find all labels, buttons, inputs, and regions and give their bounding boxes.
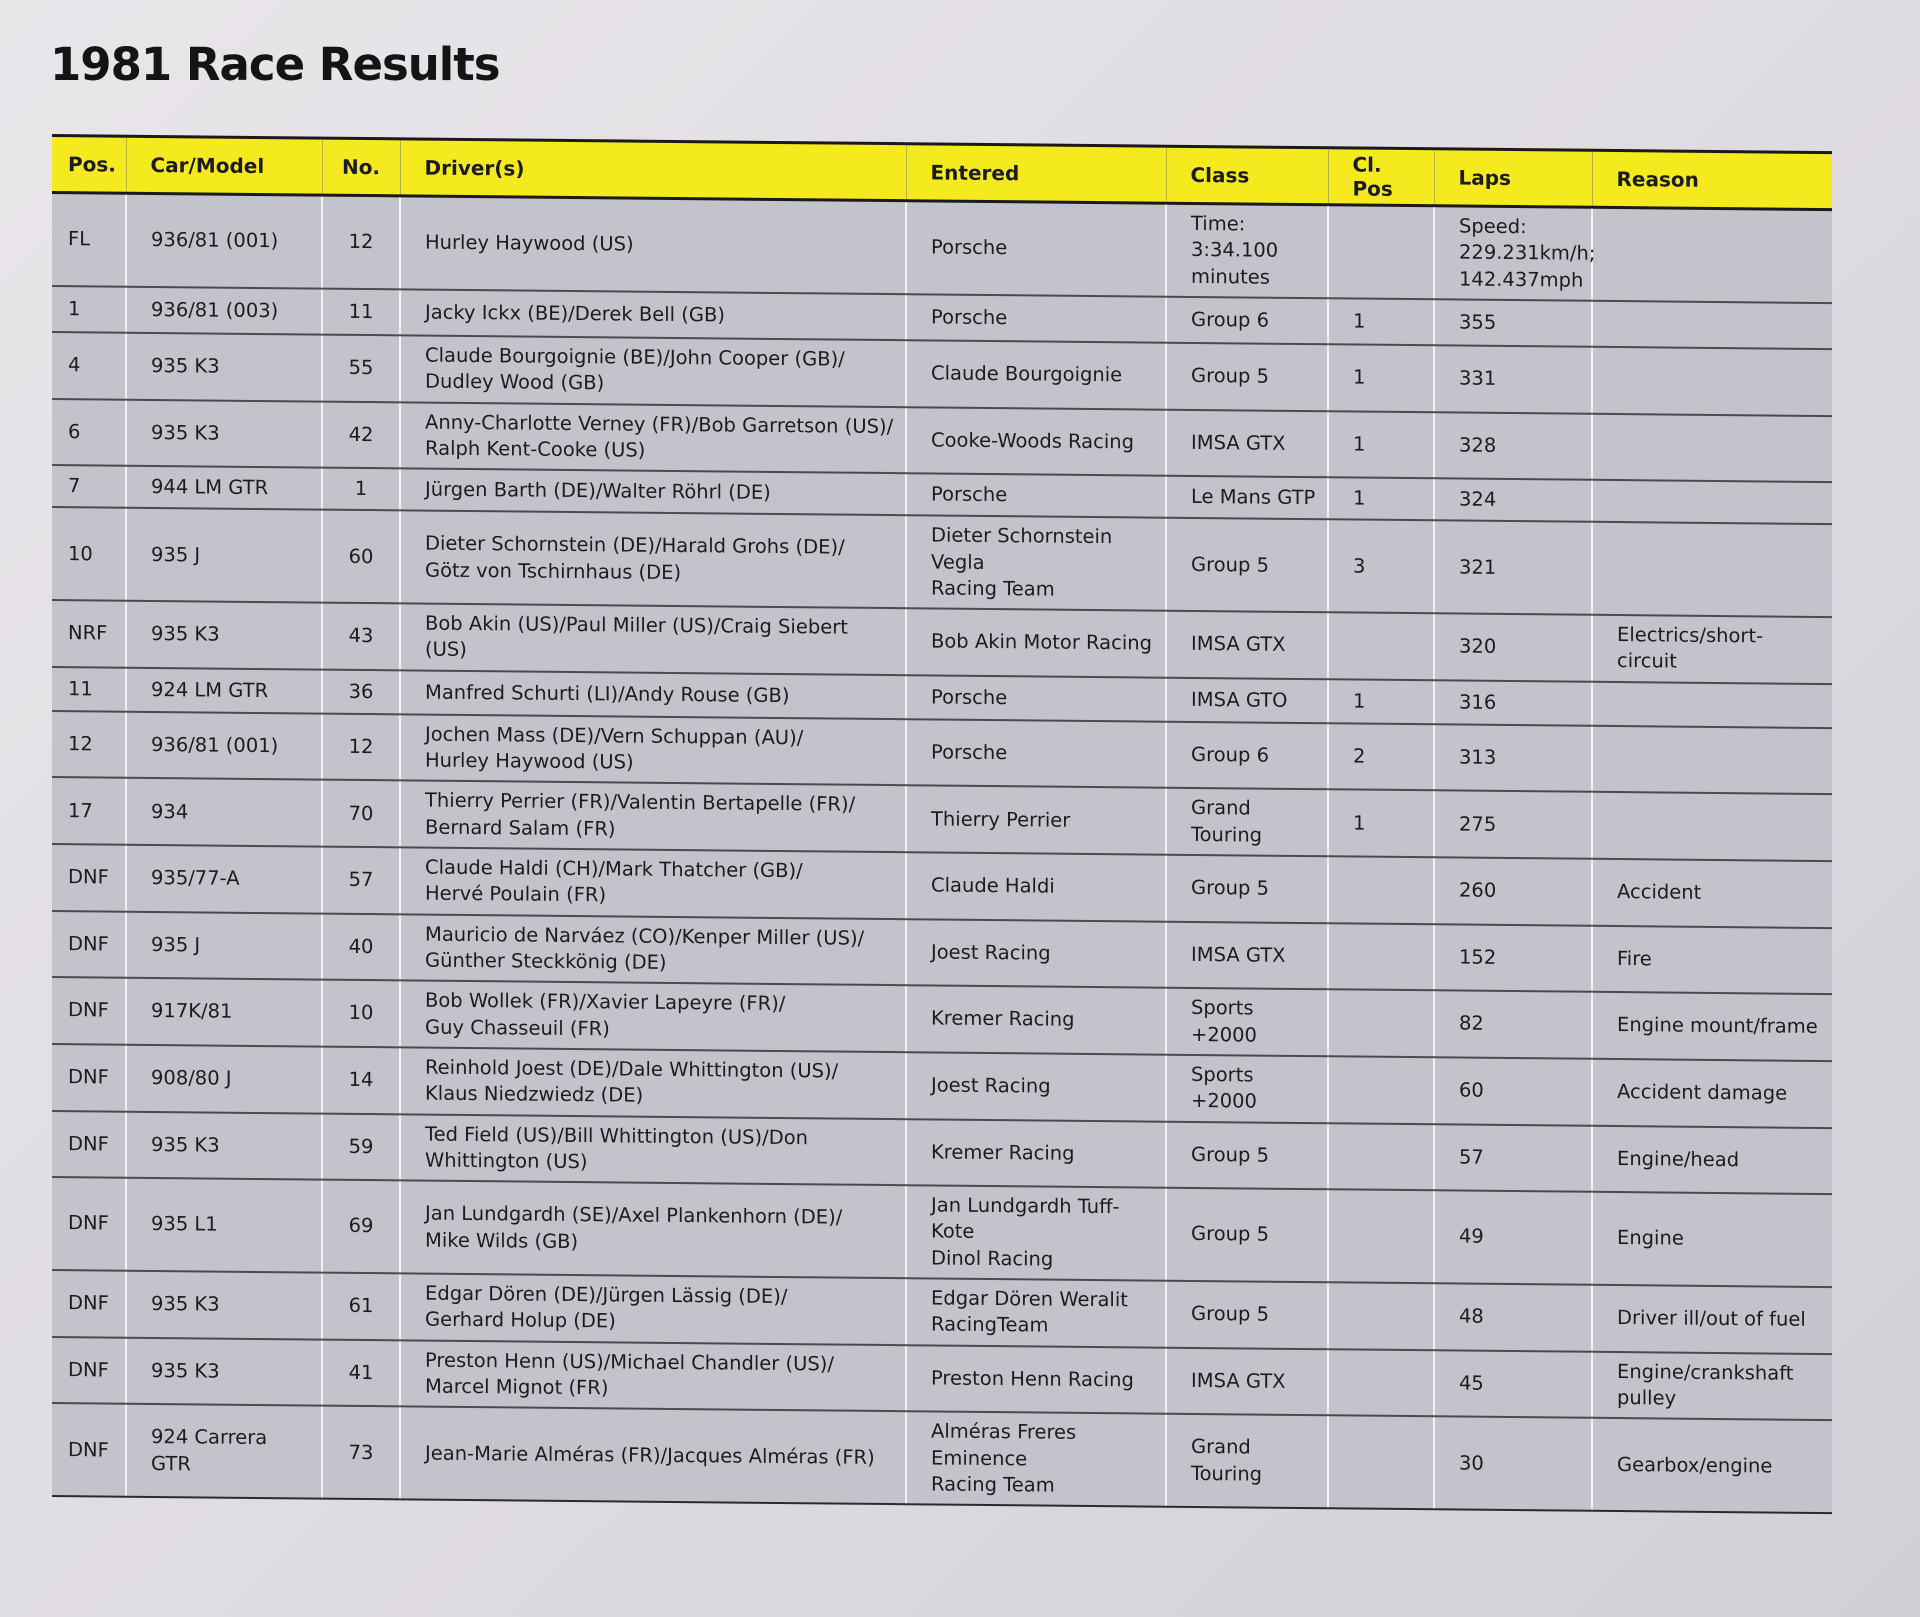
cell-drivers: Preston Henn (US)/Michael Chandler (US)/ Marcel Mignot (FR) [400,1340,906,1411]
cell-pos: DNF [52,1044,126,1111]
cell-no: 61 [322,1273,400,1340]
column-header-laps: Laps [1434,149,1592,208]
cell-drivers: Ted Field (US)/Bill Whittington (US)/Don Whittington (US) [400,1114,906,1185]
cell-class: Group 5 [1166,1121,1328,1189]
cell-class-pos [1328,1189,1434,1283]
cell-laps: 313 [1434,724,1592,792]
cell-no: 11 [322,289,400,336]
cell-pos: DNF [52,1111,126,1178]
cell-pos: NRF [52,600,126,667]
cell-entered: Jan Lundgardh Tuff-Kote Dinol Racing [906,1185,1166,1280]
cell-class-pos [1328,1123,1434,1191]
cell-pos: 6 [52,399,126,466]
table-row [52,507,1832,617]
cell-pos: 1 [52,286,126,333]
cell-drivers: Reinhold Joest (DE)/Dale Whittington (US)/ Klaus Niedzwiedz (DE) [400,1047,906,1118]
cell-reason [1592,347,1832,416]
cell-pos: FL [52,193,126,287]
results-table-wrap [52,134,1832,1514]
cell-class: Grand Touring [1166,1414,1328,1508]
table-row [52,193,1832,304]
cell-car-model: 935/77-A [126,845,322,914]
table-row [52,1177,1832,1287]
cell-class-pos: 1 [1328,790,1434,858]
cell-no: 42 [322,401,400,468]
cell-car-model: 924 LM GTR [126,667,322,713]
cell-pos: DNF [52,1177,126,1271]
cell-class: IMSA GTO [1166,677,1328,723]
cell-no: 69 [322,1180,400,1274]
cell-pos: DNF [52,1337,126,1404]
cell-laps: 57 [1434,1124,1592,1192]
cell-class: Group 5 [1166,1188,1328,1282]
page-title: 1981 Race Results [50,38,500,91]
cell-class-pos: 3 [1328,519,1434,613]
cell-reason: Engine/head [1592,1125,1832,1194]
cell-drivers: Jochen Mass (DE)/Vern Schuppan (AU)/ Hurley Haywood (US) [400,714,906,785]
cell-drivers: Bob Wollek (FR)/Xavier Lapeyre (FR)/ Guy Chasseuil (FR) [400,981,906,1052]
cell-car-model: 936/81 (001) [126,711,322,780]
cell-no: 70 [322,780,400,847]
cell-laps: 324 [1434,478,1592,522]
cell-laps: 152 [1434,924,1592,992]
column-header-reason: Reason [1592,150,1832,209]
cell-class: IMSA GTX [1166,921,1328,989]
cell-laps: 275 [1434,791,1592,859]
cell-car-model: 924 Carrera GTR [126,1404,322,1499]
cell-pos: 7 [52,465,126,508]
cell-laps: 82 [1434,991,1592,1059]
cell-entered: Claude Haldi [906,852,1166,921]
cell-reason [1592,682,1832,728]
cell-laps: Speed: 229.231km/h; 142.437mph [1434,206,1592,301]
cell-drivers: Anny-Charlotte Verney (FR)/Bob Garretson (US)/ Ralph Kent-Cooke (US) [400,402,906,473]
cell-class-pos: 1 [1328,477,1434,520]
cell-car-model: 917K/81 [126,978,322,1047]
cell-entered: Preston Henn Racing [906,1345,1166,1414]
cell-class: Le Mans GTP [1166,476,1328,520]
cell-entered: Porsche [906,675,1166,721]
cell-laps: 355 [1434,299,1592,347]
cell-class: IMSA GTX [1166,611,1328,679]
cell-reason: Electrics/short-circuit [1592,615,1832,684]
cell-class-pos [1328,989,1434,1057]
cell-drivers: Mauricio de Narváez (CO)/Kenper Miller (US)/ Günther Steckkönig (DE) [400,914,906,985]
cell-class: Group 6 [1166,297,1328,345]
cell-reason: Gearbox/engine [1592,1418,1832,1513]
cell-laps: 60 [1434,1057,1592,1125]
cell-class-pos [1328,923,1434,991]
cell-class-pos [1328,612,1434,680]
cell-no: 14 [322,1046,400,1113]
cell-pos: 17 [52,777,126,844]
cell-entered: Kremer Racing [906,985,1166,1054]
cell-no: 60 [322,510,400,604]
cell-pos: DNF [52,1403,126,1497]
cell-class: IMSA GTX [1166,409,1328,477]
column-header-entered: Entered [906,144,1166,203]
cell-laps: 321 [1434,520,1592,614]
cell-car-model: 935 K3 [126,333,322,402]
cell-entered: Joest Racing [906,1052,1166,1121]
cell-entered: Kremer Racing [906,1119,1166,1188]
cell-drivers: Manfred Schurti (LI)/Andy Rouse (GB) [400,670,906,719]
cell-class: Sports +2000 [1166,988,1328,1056]
cell-pos: DNF [52,977,126,1044]
cell-laps: 30 [1434,1417,1592,1511]
cell-entered: Porsche [906,473,1166,517]
cell-drivers: Hurley Haywood (US) [400,196,906,294]
cell-class: Sports +2000 [1166,1055,1328,1123]
cell-reason: Driver ill/out of fuel [1592,1285,1832,1354]
cell-class-pos: 1 [1328,411,1434,479]
cell-reason: Fire [1592,925,1832,994]
cell-no: 12 [322,713,400,780]
cell-car-model: 944 LM GTR [126,466,322,510]
cell-no: 59 [322,1113,400,1180]
cell-entered: Porsche [906,719,1166,788]
cell-class-pos [1328,856,1434,924]
cell-no: 41 [322,1339,400,1406]
cell-no: 57 [322,847,400,914]
cell-no: 36 [322,669,400,714]
cell-class-pos: 2 [1328,723,1434,791]
cell-entered: Porsche [906,201,1166,297]
cell-no: 40 [322,913,400,980]
cell-pos: DNF [52,1270,126,1337]
column-header-pos: Pos. [52,136,126,194]
column-header-car-model: Car/Model [126,136,322,195]
cell-reason [1592,726,1832,795]
cell-car-model: 936/81 (001) [126,193,322,288]
cell-class-pos: 1 [1328,298,1434,345]
cell-class: Group 5 [1166,1281,1328,1349]
cell-reason: Accident damage [1592,1059,1832,1128]
cell-pos: 4 [52,332,126,399]
cell-reason [1592,207,1832,303]
cell-entered: Joest Racing [906,919,1166,988]
cell-drivers: Jean-Marie Alméras (FR)/Jacques Alméras (FR) [400,1407,906,1505]
cell-pos: 10 [52,507,126,601]
cell-class-pos [1328,1416,1434,1510]
cell-car-model: 935 K3 [126,1111,322,1180]
cell-entered: Cooke-Woods Racing [906,407,1166,476]
cell-car-model: 935 J [126,508,322,603]
column-header-class-pos: Cl. Pos [1328,148,1434,206]
cell-laps: 45 [1434,1350,1592,1418]
cell-drivers: Jan Lundgardh (SE)/Axel Plankenhorn (DE)/ Mike Wilds (GB) [400,1180,906,1278]
cell-pos: 12 [52,711,126,778]
cell-car-model: 936/81 (003) [126,287,322,335]
column-header-drivers: Driver(s) [400,139,906,201]
cell-no: 12 [322,195,400,289]
cell-entered: Alméras Freres Eminence Racing Team [906,1412,1166,1507]
cell-class: Grand Touring [1166,788,1328,856]
cell-laps: 328 [1434,412,1592,480]
cell-drivers: Edgar Dören (DE)/Jürgen Lässig (DE)/ Gerhard Holup (DE) [400,1273,906,1344]
cell-pos: 11 [52,667,126,712]
cell-car-model: 935 K3 [126,1271,322,1340]
cell-drivers: Thierry Perrier (FR)/Valentin Bertapelle (FR)/ Bernard Salam (FR) [400,781,906,852]
cell-drivers: Claude Haldi (CH)/Mark Thatcher (GB)/ Hervé Poulain (FR) [400,847,906,918]
cell-class-pos [1328,1282,1434,1350]
cell-no: 1 [322,468,400,511]
cell-laps: 260 [1434,857,1592,925]
cell-reason [1592,301,1832,349]
cell-class-pos [1328,205,1434,299]
cell-no: 43 [322,603,400,670]
cell-reason [1592,522,1832,617]
cell-drivers: Claude Bourgoignie (BE)/John Cooper (GB)/ Dudley Wood (GB) [400,335,906,406]
results-table [52,134,1832,1514]
cell-reason [1592,480,1832,524]
cell-laps: 320 [1434,613,1592,681]
cell-drivers: Bob Akin (US)/Paul Miller (US)/Craig Siebert (US) [400,603,906,674]
cell-laps: 49 [1434,1190,1592,1284]
cell-class: Time: 3:34.100 minutes [1166,203,1328,298]
column-header-class: Class [1166,146,1328,205]
cell-reason [1592,413,1832,482]
cell-class: IMSA GTX [1166,1347,1328,1415]
results-body [52,193,1832,1514]
cell-class-pos: 1 [1328,344,1434,412]
cell-no: 73 [322,1406,400,1500]
cell-laps: 331 [1434,345,1592,413]
cell-class: Group 5 [1166,343,1328,411]
cell-entered: Edgar Dören Weralit RacingTeam [906,1278,1166,1347]
cell-entered: Thierry Perrier [906,786,1166,855]
cell-car-model: 908/80 J [126,1045,322,1114]
cell-laps: 48 [1434,1283,1592,1351]
cell-entered: Claude Bourgoignie [906,340,1166,409]
table-row [52,1403,1832,1513]
cell-car-model: 935 K3 [126,1337,322,1406]
cell-reason: Engine/crankshaft pulley [1592,1351,1832,1420]
cell-drivers: Jürgen Barth (DE)/Walter Röhrl (DE) [400,469,906,516]
cell-reason [1592,792,1832,861]
cell-car-model: 935 K3 [126,399,322,468]
cell-no: 10 [322,980,400,1047]
cell-entered: Porsche [906,294,1166,342]
cell-class: Group 6 [1166,721,1328,789]
cell-pos: DNF [52,911,126,978]
cell-no: 55 [322,335,400,402]
cell-pos: DNF [52,844,126,911]
cell-reason: Engine [1592,1192,1832,1287]
cell-entered: Bob Akin Motor Racing [906,608,1166,677]
cell-car-model: 934 [126,778,322,847]
cell-class-pos: 1 [1328,679,1434,724]
cell-drivers: Dieter Schornstein (DE)/Harald Grohs (DE)/ Götz von Tschirnhaus (DE) [400,511,906,609]
cell-reason: Engine mount/frame [1592,992,1832,1061]
cell-reason: Accident [1592,859,1832,928]
cell-class-pos [1328,1056,1434,1124]
column-header-no: No. [322,138,400,196]
cell-laps: 316 [1434,680,1592,726]
cell-drivers: Jacky Ickx (BE)/Derek Bell (GB) [400,289,906,340]
cell-entered: Dieter Schornstein Vegla Racing Team [906,515,1166,610]
cell-car-model: 935 J [126,911,322,980]
cell-class: Group 5 [1166,855,1328,923]
cell-class-pos [1328,1349,1434,1417]
cell-class: Group 5 [1166,518,1328,612]
cell-car-model: 935 K3 [126,601,322,670]
cell-car-model: 935 L1 [126,1178,322,1273]
